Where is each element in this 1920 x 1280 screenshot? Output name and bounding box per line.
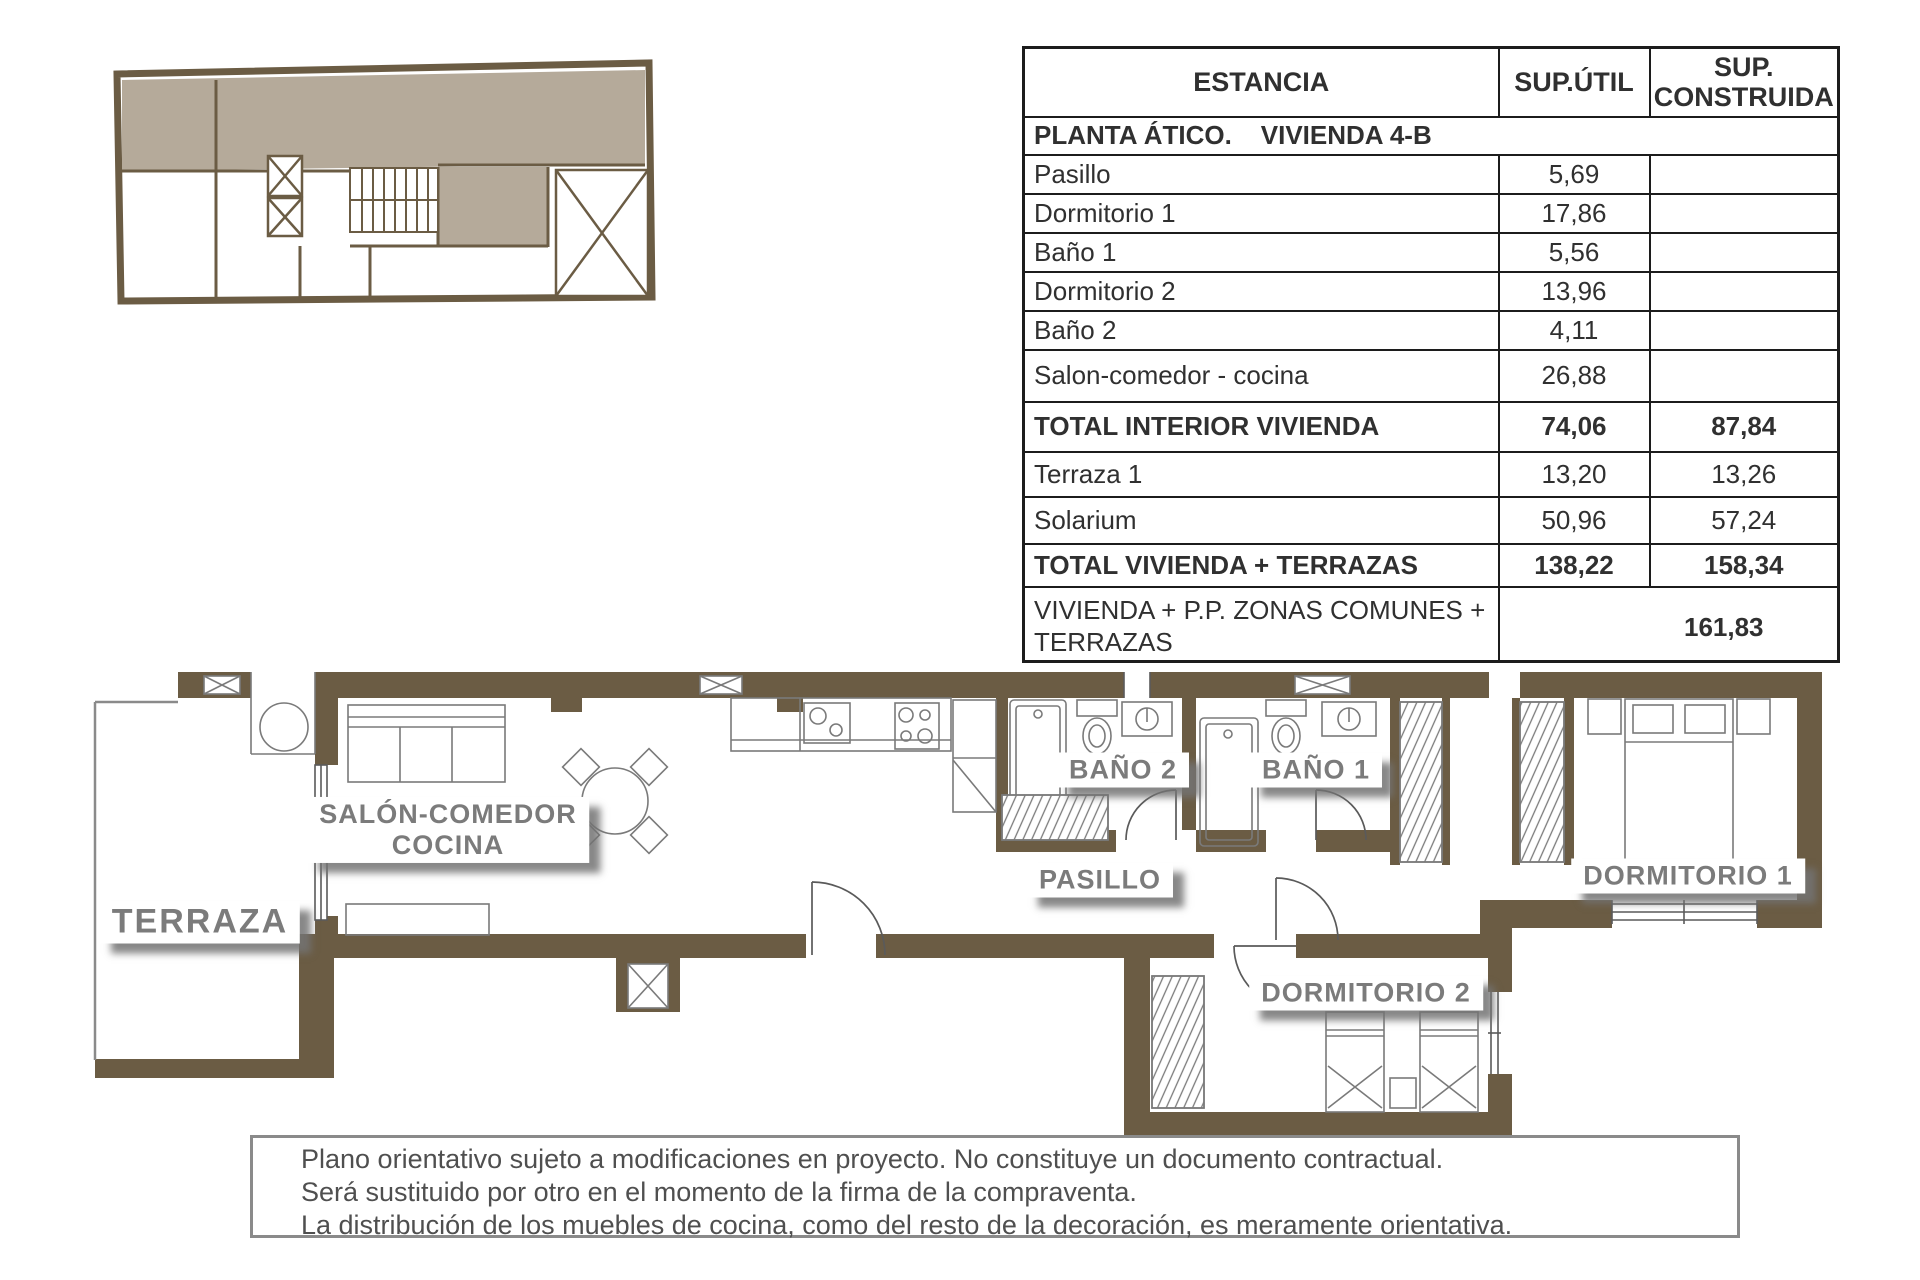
- room-name-cell: Baño 1: [1024, 233, 1499, 272]
- dorm2-wardrobe: [1152, 976, 1204, 1108]
- construida-cell: [1650, 233, 1839, 272]
- room-label-bano1: BAÑO 1: [1250, 753, 1382, 788]
- hall-coat-rack: [1002, 795, 1108, 840]
- room-name-cell: Terraza 1: [1024, 452, 1499, 497]
- closet-1: [1400, 702, 1442, 862]
- room-name-cell: Baño 2: [1024, 311, 1499, 350]
- room-label-salon-line2: COCINA: [391, 830, 505, 860]
- chair: [563, 749, 600, 786]
- table-section-row: [1024, 117, 1839, 155]
- table-row: [1024, 311, 1839, 350]
- construida-cell: [1650, 272, 1839, 311]
- construida-cell: [1650, 194, 1839, 233]
- kitchen: [731, 698, 996, 812]
- key-plan-stairs: [350, 168, 438, 232]
- terrace-railing: [95, 702, 178, 1060]
- util-cell: 26,88: [1499, 350, 1650, 402]
- room-name-cell: Dormitorio 1: [1024, 194, 1499, 233]
- key-plan-shaft: [556, 170, 648, 296]
- double-bed: [1625, 699, 1733, 867]
- kitchen-sink: [804, 703, 850, 743]
- sideboard: [346, 904, 489, 935]
- single-bed: [1326, 1012, 1384, 1112]
- closet-2: [1520, 702, 1564, 862]
- disclaimer-box: [250, 1135, 1740, 1238]
- room-name-cell: Salon-comedor - cocina: [1024, 350, 1499, 402]
- construida-cell: 87,84: [1650, 402, 1839, 452]
- toilet-bowl: [1272, 718, 1300, 754]
- construida-cell: 158,34: [1650, 544, 1839, 587]
- construida-cell: [1650, 311, 1839, 350]
- room-name-cell: Dormitorio 2: [1024, 272, 1499, 311]
- surface-table: [1022, 46, 1840, 663]
- washing-machine: [260, 703, 308, 751]
- dorm1-window: [1612, 900, 1757, 924]
- nightstand: [1390, 1078, 1416, 1108]
- util-cell: 138,22: [1499, 544, 1650, 587]
- header-sup-construida: SUP. CONSTRUIDA: [1650, 48, 1839, 117]
- section-title: PLANTA ÁTICO. VIVIENDA 4-B: [1024, 117, 1839, 155]
- key-plan-highlight-room: [438, 167, 548, 247]
- single-bed: [1420, 1012, 1478, 1112]
- disclaimer-line2: Será sustituido por otro en el momento de la firma de la compraventa.: [301, 1177, 1137, 1207]
- util-cell: 5,56: [1499, 233, 1650, 272]
- table-row: [1024, 155, 1839, 194]
- construida-cell: [1650, 155, 1839, 194]
- room-label-dormitorio1: DORMITORIO 1: [1571, 859, 1805, 894]
- dorm1-door: [1276, 878, 1338, 940]
- nightstand: [1588, 699, 1621, 734]
- room-name-cell: TOTAL VIVIENDA + TERRAZAS: [1024, 544, 1499, 587]
- table-row: [1024, 452, 1839, 497]
- util-cell: 50,96: [1499, 497, 1650, 544]
- room-name-cell: TOTAL INTERIOR VIVIENDA: [1024, 402, 1499, 452]
- table-header-row: [1024, 48, 1839, 117]
- chair: [631, 749, 668, 786]
- util-cell: 4,11: [1499, 311, 1650, 350]
- bedroom1-furniture: [1588, 699, 1770, 867]
- table-row: [1024, 272, 1839, 311]
- room-label-bano2: BAÑO 2: [1057, 753, 1189, 788]
- room-label-salon-line1: SALÓN-COMEDOR: [319, 798, 577, 829]
- construida-cell: 57,24: [1650, 497, 1839, 544]
- toilet-tank: [1077, 700, 1117, 716]
- toilet-tank: [1266, 700, 1306, 716]
- table-total-row: [1024, 402, 1839, 452]
- room-name-cell: Pasillo: [1024, 155, 1499, 194]
- room-label-pasillo: PASILLO: [1027, 863, 1173, 898]
- util-cell: 13,20: [1499, 452, 1650, 497]
- key-plan-highlight-band: [122, 70, 645, 171]
- util-cell: 13,96: [1499, 272, 1650, 311]
- table-grand-total-row: [1024, 587, 1839, 662]
- grand-total-cell: 161,83: [1499, 587, 1839, 662]
- room-label-salon: [307, 797, 589, 863]
- dorm2-window: [1488, 992, 1501, 1074]
- building-key-plan: [117, 63, 652, 301]
- pillow: [1685, 705, 1725, 733]
- entry-door-jambs: [1124, 672, 1150, 698]
- chair: [631, 817, 668, 854]
- table-row: [1024, 497, 1839, 544]
- room-label-dormitorio2: DORMITORIO 2: [1249, 976, 1483, 1011]
- toilet-bowl: [1083, 718, 1111, 754]
- table-row: [1024, 194, 1839, 233]
- construida-cell: 13,26: [1650, 452, 1839, 497]
- room-name-cell: VIVIENDA + P.P. ZONAS COMUNES + TERRAZAS: [1024, 587, 1499, 662]
- util-cell: 74,06: [1499, 402, 1650, 452]
- nightstand: [1737, 699, 1770, 734]
- table-total-row: [1024, 544, 1839, 587]
- header-estancia: ESTANCIA: [1024, 48, 1499, 117]
- util-cell: 17,86: [1499, 194, 1650, 233]
- terrace-niche: [251, 672, 315, 754]
- construida-cell: [1650, 350, 1839, 402]
- bedroom2-furniture: [1326, 1012, 1478, 1112]
- bano2-door: [1126, 790, 1176, 840]
- pillow: [1633, 705, 1673, 733]
- key-plan-elevators: [268, 156, 302, 236]
- table-row: [1024, 233, 1839, 272]
- dining-table: [582, 768, 648, 834]
- disclaimer-line1: Plano orientativo sujeto a modificaciones en proyecto. No constituye un documento contractual.: [301, 1144, 1444, 1174]
- util-cell: 5,69: [1499, 155, 1650, 194]
- room-name-cell: Solarium: [1024, 497, 1499, 544]
- table-row: [1024, 350, 1839, 402]
- salon-door: [812, 882, 885, 955]
- header-sup-util: SUP.ÚTIL: [1499, 48, 1650, 117]
- disclaimer-line3: La distribución de los muebles de cocina, como del resto de la decoración, es meramente orientativa.: [301, 1210, 1513, 1240]
- room-label-terraza: TERRAZA: [100, 901, 300, 944]
- kitchen-tall-unit: [953, 700, 996, 812]
